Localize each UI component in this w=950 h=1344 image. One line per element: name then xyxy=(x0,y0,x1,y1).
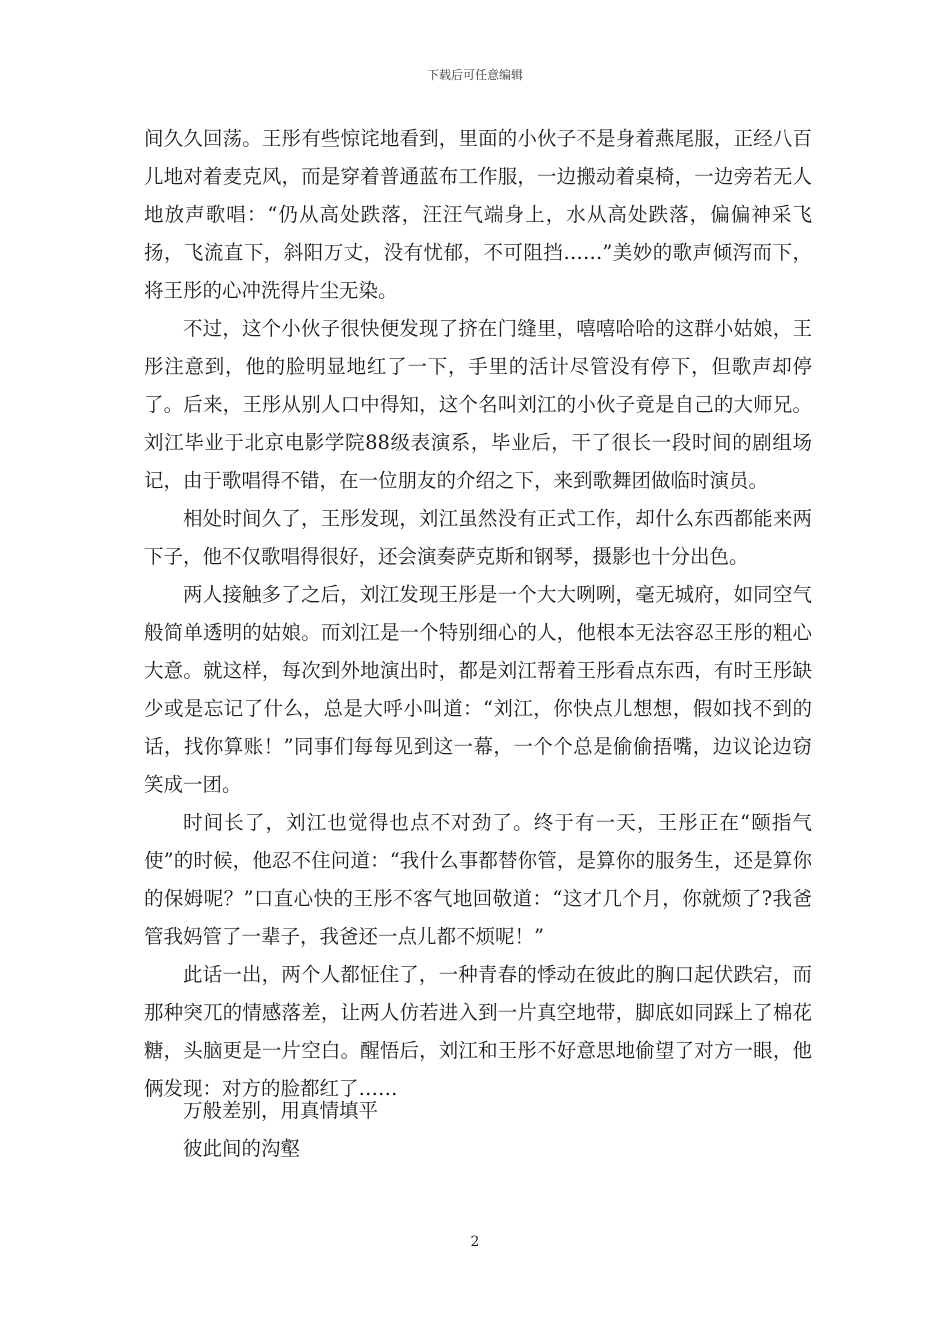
poem-block xyxy=(183,1092,378,1168)
paragraph-3: 相处时间久了，王彤发现，刘江虽然没有正式工作，却什么东西都能来两下子，他不仅歌唱得很好，还会演奏萨克斯和钢琴，摄影也十分出色。 xyxy=(144,507,812,568)
paragraph-1: 间久久回荡。王彤有些惊诧地看到，里面的小伙子不是身着燕尾服，正经八百儿地对着麦克风，而是穿着普通蓝布工作服，一边搬动着桌椅，一边旁若无人地放声歌唱：“仍从高处跌落，汪汪气端身上，水从高处跌落，偏偏神采飞扬，飞流直下，斜阳万丈，没有忧郁，不可阻挡……”美妙的歌声倾泻而下，将王彤的心冲洗得片尘无染。 xyxy=(144,127,812,302)
paragraph-4: 两人接触多了之后，刘江发现王彤是一个大大咧咧，毫无城府，如同空气般简单透明的姑娘。而刘江是一个特别细心的人，他根本无法容忍王彤的粗心大意。就这样，每次到外地演出时，都是刘江帮着王彤看点东西，有时王彤缺少或是忘记了什么，总是大呼小叫道：“刘江，你快点儿想想，假如找不到的话，找你算账！”同事们每每见到这一幕，一个个总是偷偷捂嘴，边议论边窃笑成一团。 xyxy=(144,583,812,796)
page-header: 下载后可任意编辑 xyxy=(426,68,523,82)
paragraph-2: 不过，这个小伙子很快便发现了挤在门缝里，嘻嘻哈哈的这群小姑娘，王彤注意到，他的脸明显地红了一下，手里的活计尽管没有停下，但歌声却停了。后来，王彤从别人口中得知，这个名叫刘江的小伙子竟是自己的大师兄。刘江毕业于北京电影学院88级表演系，毕业后，干了很长一段时间的剧组场记，由于歌唱得不错，在一位朋友的介绍之下，来到歌舞团做临时演员。 xyxy=(144,317,812,492)
poem-line-2: 彼此间的沟壑 xyxy=(183,1137,301,1160)
poem-line-1: 万般差别，用真情填平 xyxy=(183,1099,379,1122)
paragraph-5: 时间长了，刘江也觉得也点不对劲了。终于有一天，王彤正在“颐指气使”的时候，他忍不住问道：“我什么事都替你管，是算你的服务生，还是算你的保姆呢？”口直心快的王彤不客气地回敬道：“这才几个月，你就烦了?我爸管我妈管了一辈子，我爸还一点儿都不烦呢！” xyxy=(144,811,812,948)
page-number: 2 xyxy=(470,1234,480,1250)
article-body xyxy=(144,120,812,1108)
paragraph-6: 此话一出，两个人都怔住了，一种青春的悸动在彼此的胸口起伏跌宕，而那种突兀的情感落差，让两人仿若进入到一片真空地带，脚底如同踩上了棉花糖，头脑更是一片空白。醒悟后，刘江和王彤不好意思地偷望了对方一眼，他俩发现：对方的脸都红了…… xyxy=(144,963,812,1100)
